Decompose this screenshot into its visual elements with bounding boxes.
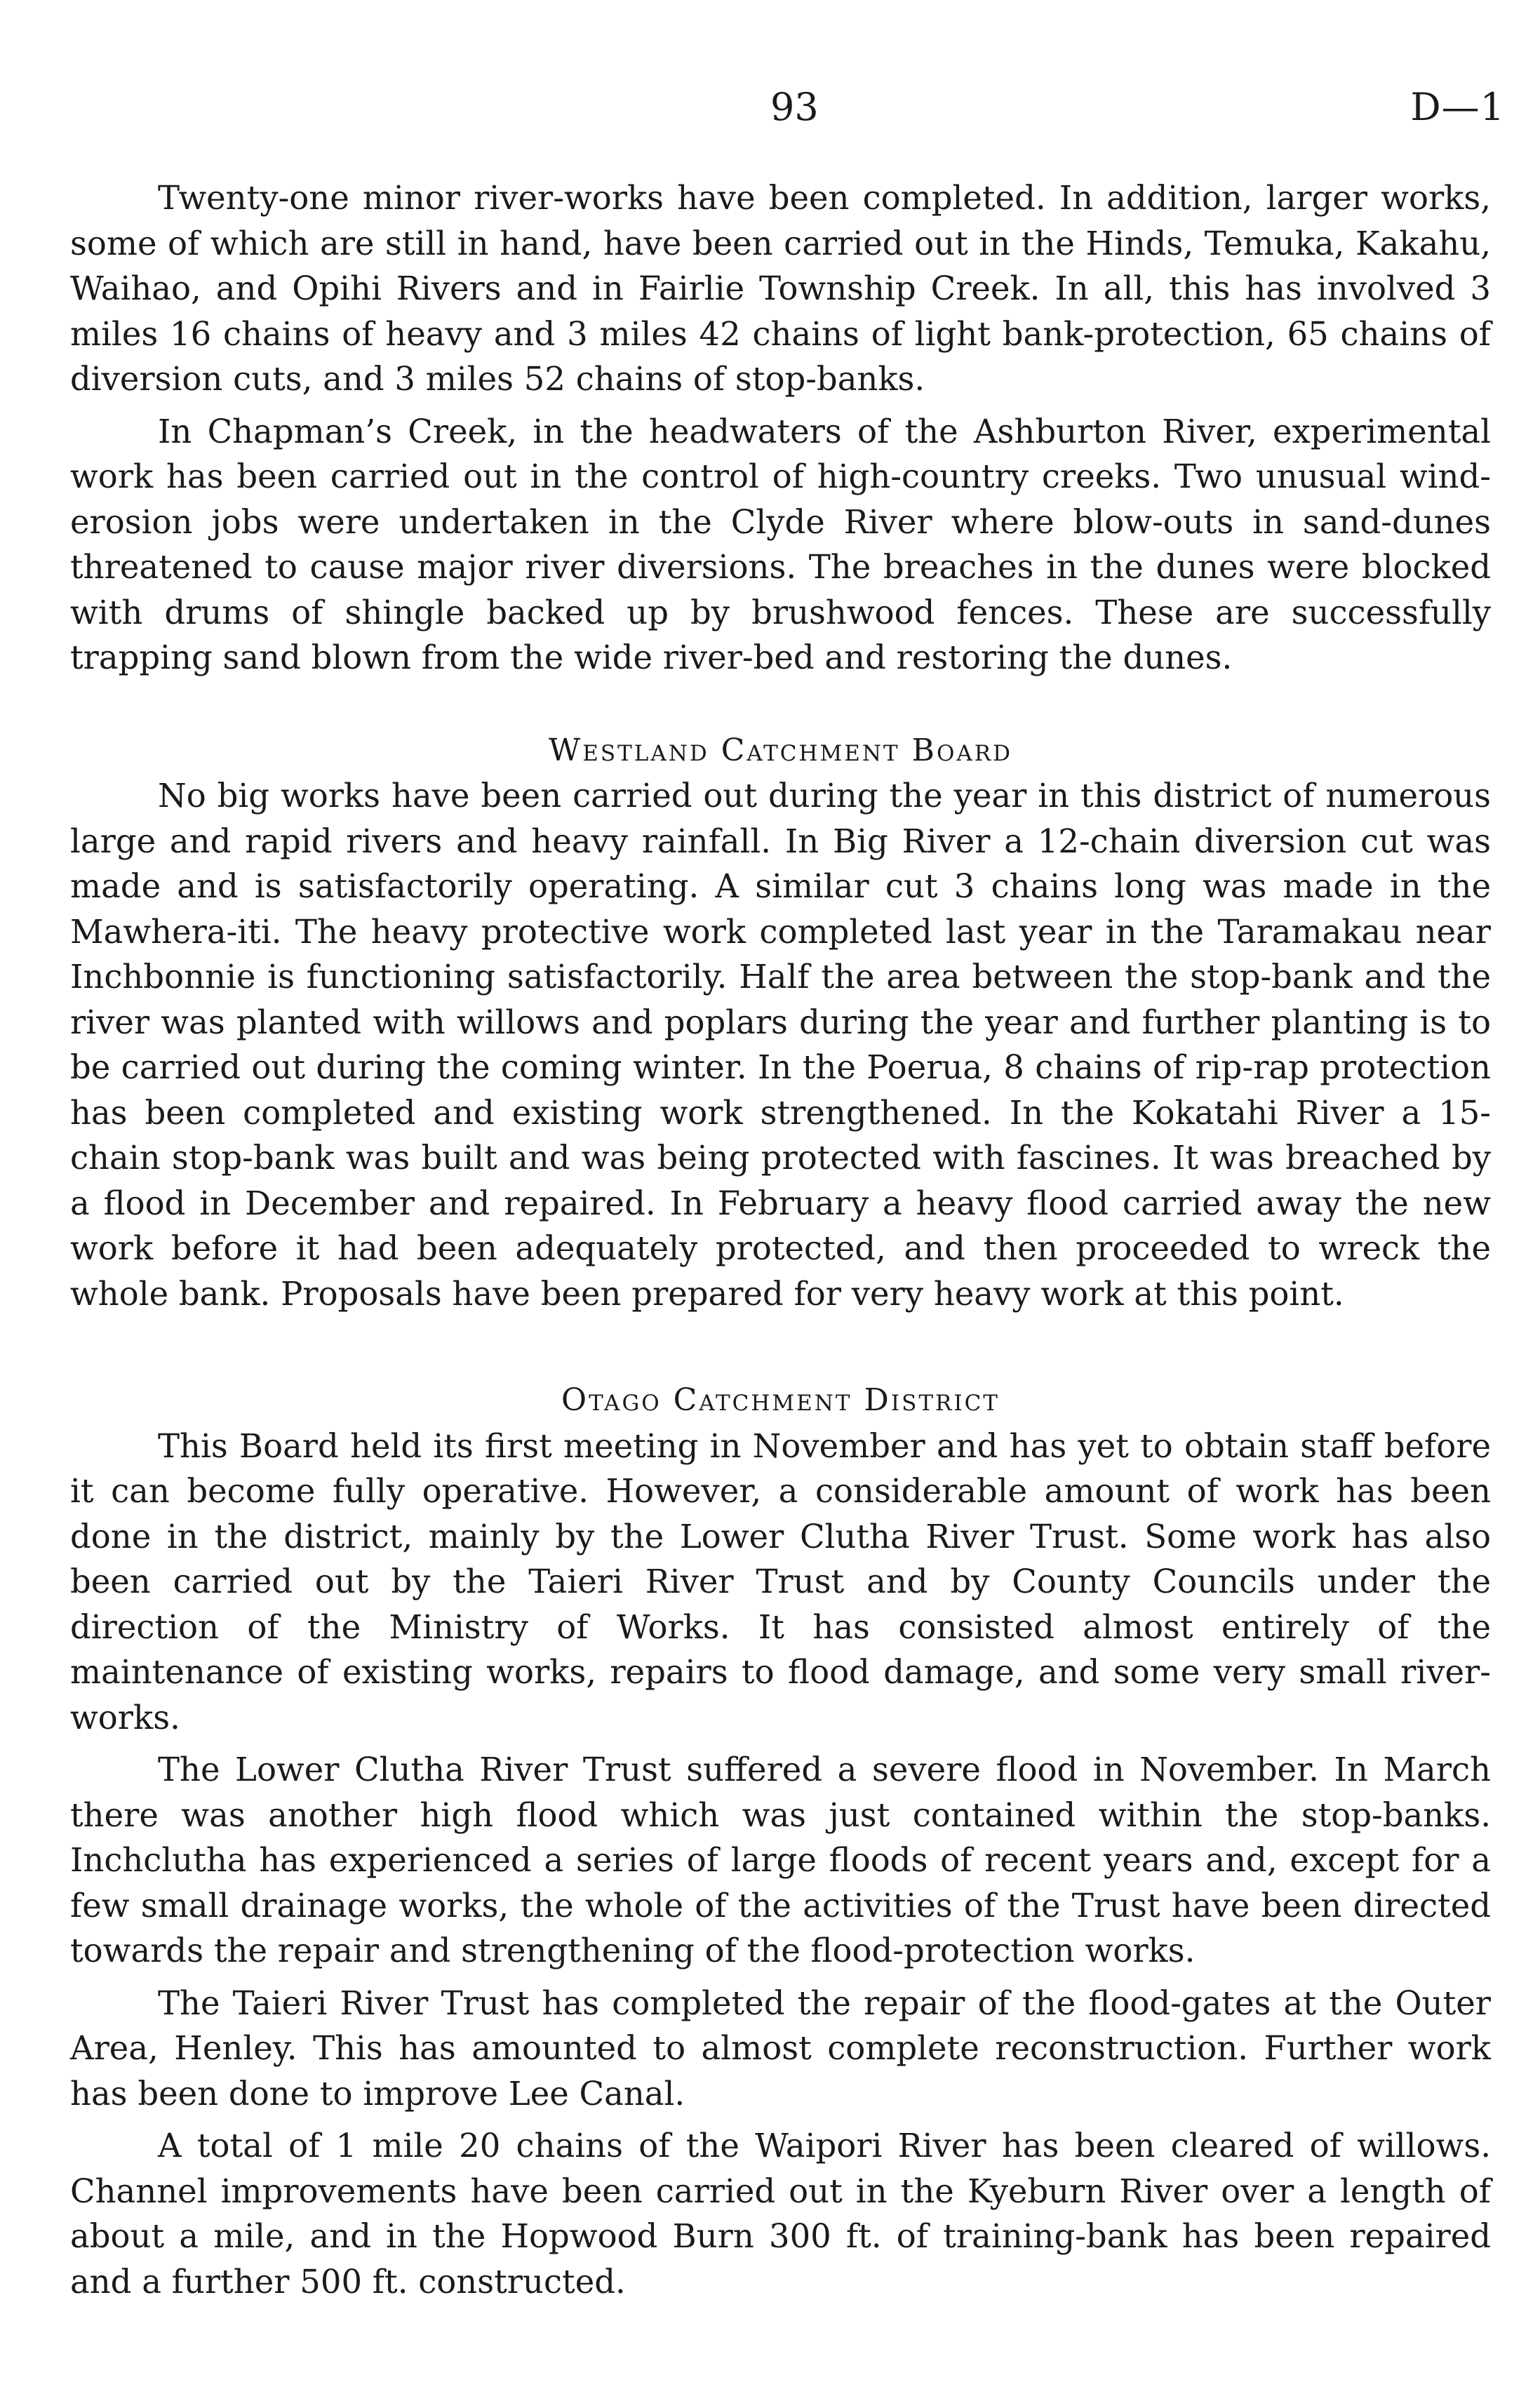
- paragraph: No big works have been carried out during the year in this district of numerous large and rapid rivers and heavy rainfall. In Big River a 12-chain diversion cut was made and is satisfactorily operating. A similar cut 3 chains long was made in the Mawhera-iti. The heavy protective work completed last year in the Taramakau near Inchbonnie is functioning satisfactorily. Half the area between the stop-bank and the river was planted with willows and poplars during the year and further planting is to be carried out during the coming winter. In the Poerua, 8 chains of rip-rap protection has been completed and existing work strengthened. In the Kokatahi River a 15-chain stop-bank was built and was being protected with fascines. It was breached by a flood in December and repaired. In February a heavy flood carried away the new work before it had been adequately protected, and then proceeded to wreck the whole bank. Proposals have been prepared for very heavy work at this point.: [70, 777, 1491, 1313]
- section-heading: Westland Catchment Board: [549, 732, 1012, 768]
- section-heading: Otago Catchment District: [561, 1382, 1000, 1418]
- body-text: [70, 175, 1491, 2311]
- section-spacer: [70, 688, 1491, 728]
- section-spacer: [70, 1323, 1491, 1378]
- page-number: 93: [770, 85, 819, 129]
- paragraph: This Board held its first meeting in November and has yet to obtain staff before it can become fully operative. However, a considerable amount of work has been done in the district, mainly by the Lower Clutha River Trust. Some work has also been carried out by the Taieri River Trust and by County Councils under the direction of the Ministry of Works. It has consisted almost entirely of the maintenance of existing works, repairs to flood damage, and some very small river-works.: [70, 1426, 1491, 1737]
- otago-section: [70, 1378, 1491, 2304]
- paragraph: A total of 1 mile 20 chains of the Waipori River has been cleared of willows. Channel improvements have been carried out in the Kyeburn River over a length of about a mile, and in the Hopwood Burn 300 ft. of training-bank has been repaired and a further 500 ft. constructed.: [70, 2127, 1491, 2301]
- paragraph: In Chapman’s Creek, in the headwaters of the Ashburton River, experimental work has been carried out in the control of high-country creeks. Two unusual wind-erosion jobs were undertaken in the Clyde River where blow-outs in sand-dunes threatened to cause major river diversions. The breaches in the dunes were blocked with drums of shingle backed up by brushwood fences. These are successfully trapping sand blown from the wide river-bed and restoring the dunes.: [70, 412, 1491, 676]
- westland-section: [70, 728, 1491, 1317]
- paragraph: Twenty-one minor river-works have been completed. In addition, larger works, some of which are still in hand, have been carried out in the Hinds, Temuka, Kakahu, Waihao, and Opihi Rivers and in Fairlie Township Creek. In all, this has involved 3 miles 16 chains of heavy and 3 miles 42 chains of light bank-protection, 65 chains of diversion cuts, and 3 miles 52 chains of stop-banks.: [70, 179, 1491, 398]
- paragraph: The Lower Clutha River Trust suffered a severe flood in November. In March there was another high flood which was just contained within the stop-banks. Inchclutha has experienced a series of large floods of recent years and, except for a few small drainage works, the whole of the activities of the Trust have been directed towards the repair and strengthening of the flood-protection works.: [70, 1751, 1491, 1969]
- page-header: [0, 83, 1540, 139]
- intro-section: [70, 175, 1491, 681]
- paragraph: The Taieri River Trust has completed the repair of the flood-gates at the Outer Area, Henley. This has amounted to almost complete reconstruction. Further work has been done to improve Lee Canal.: [70, 1984, 1491, 2113]
- paper-reference: D—1: [1410, 85, 1505, 129]
